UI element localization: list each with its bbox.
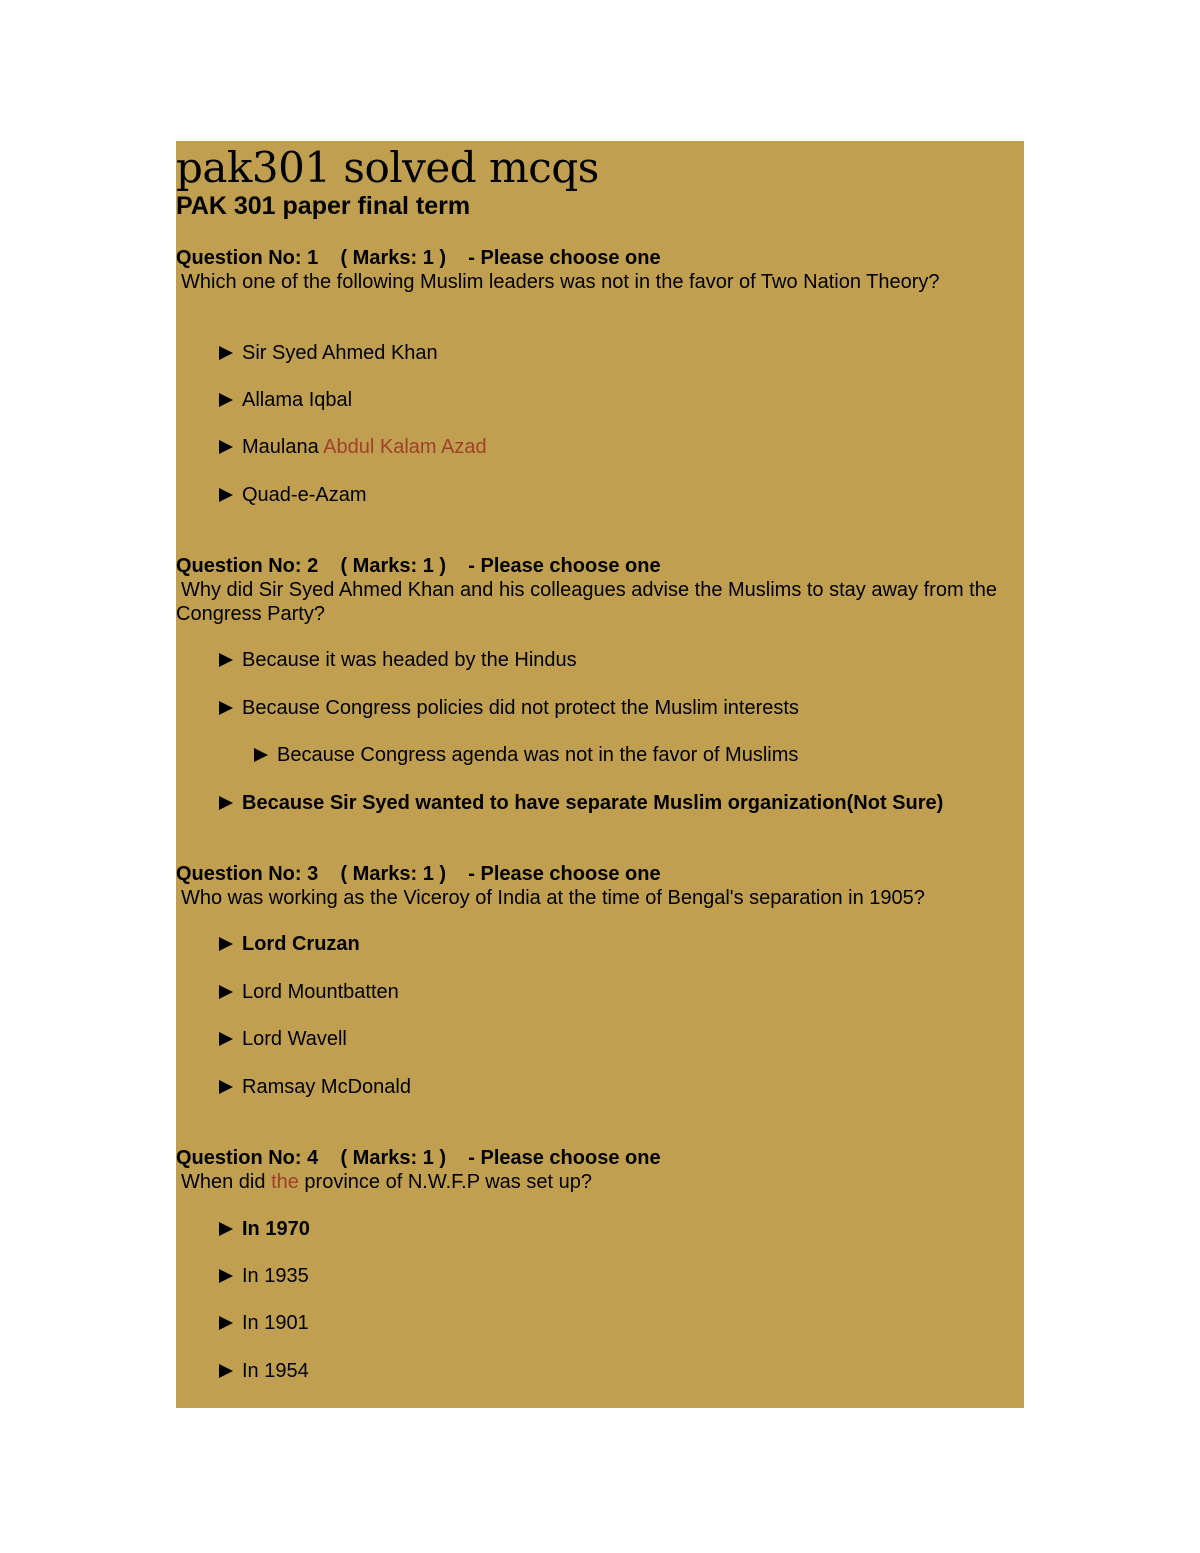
option-label: Because Sir Syed wanted to have separate Muslim organization(Not Sure) xyxy=(242,792,944,814)
bullet-arrow-icon xyxy=(219,1080,233,1094)
option-label: In 1954 xyxy=(242,1360,309,1382)
bullet-arrow-icon xyxy=(219,1316,233,1330)
bullet-arrow-icon xyxy=(219,488,233,502)
bullet-arrow-icon xyxy=(219,985,233,999)
question-2-option-1 xyxy=(219,648,577,672)
bullet-arrow-icon xyxy=(219,937,233,951)
bullet-arrow-icon xyxy=(219,796,233,810)
option-label: Lord Wavell xyxy=(242,1028,347,1050)
question-3-option-3 xyxy=(219,1027,347,1051)
question-2-header: Question No: 2 ( Marks: 1 ) - Please choose one xyxy=(176,555,661,577)
option-label: Because it was headed by the Hindus xyxy=(242,649,577,671)
question-text-suffix: province of N.W.F.P was set up? xyxy=(298,1171,592,1193)
question-text-prefix: When did xyxy=(181,1171,272,1193)
question-4-option-2 xyxy=(219,1264,309,1288)
question-1-option-3 xyxy=(219,435,487,459)
question-4-option-4 xyxy=(219,1359,309,1383)
bullet-arrow-icon xyxy=(219,1269,233,1283)
question-4-option-3 xyxy=(219,1311,309,1335)
option-label: In 1970 xyxy=(242,1218,310,1240)
option-label-highlight: Abdul Kalam Azad xyxy=(323,436,487,458)
document-page xyxy=(176,141,1024,1408)
question-1-option-2 xyxy=(219,388,352,412)
question-3-text: Who was working as the Viceroy of India at the time of Bengal's separation in 1905? xyxy=(181,887,925,909)
question-2-option-4 xyxy=(219,791,943,815)
option-label: Because Congress agenda was not in the favor of Muslims xyxy=(277,744,799,766)
bullet-arrow-icon xyxy=(219,1222,233,1236)
question-1-option-4 xyxy=(219,483,367,507)
bullet-arrow-icon xyxy=(219,393,233,407)
question-1-text: Which one of the following Muslim leaders was not in the favor of Two Nation Theory? xyxy=(181,271,940,293)
question-3-option-4 xyxy=(219,1075,411,1099)
bullet-arrow-icon xyxy=(219,346,233,360)
option-label-prefix: Maulana xyxy=(242,436,324,458)
question-3-header: Question No: 3 ( Marks: 1 ) - Please choose one xyxy=(176,863,661,885)
option-label: Lord Mountbatten xyxy=(242,981,399,1003)
option-label: Lord Cruzan xyxy=(242,933,360,955)
question-text-highlight: the xyxy=(271,1171,299,1193)
option-label: In 1935 xyxy=(242,1265,309,1287)
option-label: Allama Iqbal xyxy=(242,389,353,411)
question-2-option-2 xyxy=(219,696,799,720)
option-label: Sir Syed Ahmed Khan xyxy=(242,342,438,364)
question-2-text: Why did Sir Syed Ahmed Khan and his colleagues advise the Muslims to stay away from the Congress Party? xyxy=(176,579,997,625)
question-3-option-1 xyxy=(219,932,360,956)
document-subtitle: PAK 301 paper final term xyxy=(176,192,471,220)
option-label: Because Congress policies did not protect the Muslim interests xyxy=(242,697,799,719)
option-label: In 1901 xyxy=(242,1312,309,1334)
bullet-arrow-icon xyxy=(219,653,233,667)
option-label: Quad-e-Azam xyxy=(242,484,367,506)
bullet-arrow-icon xyxy=(254,748,268,762)
bullet-arrow-icon xyxy=(219,1364,233,1378)
document-title: pak301 solved mcqs xyxy=(176,143,599,192)
bullet-arrow-icon xyxy=(219,440,233,454)
bullet-arrow-icon xyxy=(219,701,233,715)
question-1-header: Question No: 1 ( Marks: 1 ) - Please choose one xyxy=(176,247,661,269)
bullet-arrow-icon xyxy=(219,1032,233,1046)
question-3-option-2 xyxy=(219,980,399,1004)
option-label: Ramsay McDonald xyxy=(242,1076,411,1098)
question-4-text xyxy=(181,1170,1024,1194)
question-1-option-1 xyxy=(219,341,438,365)
question-2-option-3 xyxy=(254,743,798,767)
question-4-option-1 xyxy=(219,1217,310,1241)
question-4-header: Question No: 4 ( Marks: 1 ) - Please choose one xyxy=(176,1147,661,1169)
